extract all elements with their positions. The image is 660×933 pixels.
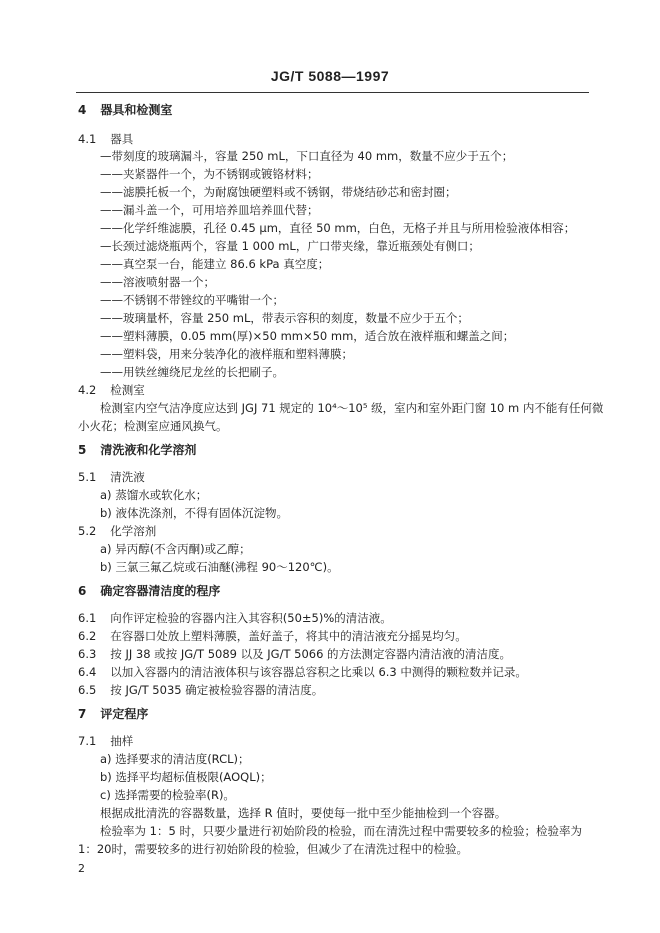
text-line <box>100 239 480 253</box>
line-text: b) 选择平均超标值极限(AOQL)； <box>100 770 272 784</box>
line-text: b) 液体洗涤剂，不得有固体沉淀物。 <box>100 506 288 520</box>
clause-number: 6 <box>78 584 87 598</box>
text-line <box>100 185 457 199</box>
line-text: ——夹紧器件一个，为不锈钢或镀铬材料； <box>100 167 319 181</box>
section-heading <box>78 103 172 117</box>
text-line <box>78 419 228 433</box>
line-text: ——玻璃量杯，容量 250 mL，带表示容积的刻度，数量不应少于五个； <box>100 311 469 325</box>
line-text: a) 蒸馏水或软化水； <box>100 488 208 502</box>
text-line <box>100 257 329 271</box>
clause-number: 4 <box>78 103 87 117</box>
clause-number: 7.1 <box>78 734 97 748</box>
text-line <box>100 221 575 235</box>
line-text: 1：20时，需要较多的进行初始阶段的检验，但减少了在清洗过程中的检验。 <box>78 842 468 856</box>
clause-number: 4.1 <box>78 132 97 146</box>
line-text: ——溶液喷射器一个； <box>100 275 215 289</box>
text-line <box>100 329 514 343</box>
text-line <box>100 506 288 520</box>
text-line <box>100 401 603 415</box>
line-text: 根据成批清洗的容器数量，选择 R 值时，要使每一批中至少能抽检到一个容器。 <box>100 806 507 820</box>
line-text: 检验率为 1：5 时，只要少量进行初始阶段的检验，而在清洗过程中需要较多的检验；检验率为 <box>100 824 582 838</box>
line-text: 化学溶剂 <box>110 524 157 538</box>
text-line <box>100 203 319 217</box>
line-text: 向作评定检验的容器内注入其容积(50±5)%的清洁液。 <box>110 611 392 625</box>
text-line <box>100 149 513 163</box>
text-line <box>100 788 235 802</box>
line-text: ——滤膜托板一个，为耐腐蚀硬塑料或不锈钢，带烧结砂芯和密封圈； <box>100 185 457 199</box>
clause-number: 7 <box>78 707 87 721</box>
line-text: 器具和检测室 <box>100 103 173 117</box>
line-text: 按 JJ 38 或按 JG/T 5089 以及 JG/T 5066 的方法测定容器内清洁液的清洁度。 <box>110 647 512 661</box>
subsection-line <box>78 665 527 679</box>
line-text: 确定容器清洁度的程序 <box>100 584 221 598</box>
clause-number: 5 <box>78 443 87 457</box>
section-heading <box>78 707 148 721</box>
line-text: c) 选择需要的检验率(R)。 <box>100 788 235 802</box>
line-text: a) 异丙醇(不含丙酮)或乙醇； <box>100 542 251 556</box>
text-line <box>100 806 506 820</box>
standard-code-header: JG/T 5088—1997 <box>270 68 390 84</box>
text-line <box>100 560 339 574</box>
text-line <box>78 842 468 856</box>
line-text: 检测室 <box>110 383 145 397</box>
text-line <box>100 347 353 361</box>
subsection-line <box>78 611 392 625</box>
line-text: 抽样 <box>110 734 134 748</box>
line-text: ——塑料薄膜，0.05 mm(厚)×50 mm×50 mm，适合放在液样瓶和螺盖之间； <box>100 329 515 343</box>
text-line <box>100 167 319 181</box>
line-text: 清洗液 <box>110 470 145 484</box>
text-line <box>100 488 207 502</box>
subsection-line <box>78 734 133 748</box>
section-heading <box>78 584 220 598</box>
subsection-line <box>78 629 467 643</box>
line-text: b) 三氯三氟乙烷或石油醚(沸程 90～120℃)。 <box>100 560 339 574</box>
text-line <box>100 275 215 289</box>
line-text: 评定程序 <box>100 707 149 721</box>
text-line <box>100 824 582 838</box>
subsection-line <box>78 683 323 697</box>
line-text: ——不锈钢不带锉纹的平嘴钳一个； <box>100 293 284 307</box>
clause-number: 6.1 <box>78 611 97 625</box>
line-text: 清洗液和化学溶剂 <box>100 443 197 457</box>
line-text: ——化学纤维滤膜，孔径 0.45 μm，直径 50 mm，白色，无格子并且与所用检验液体相容； <box>100 221 576 235</box>
clause-number: 5.1 <box>78 470 97 484</box>
clause-number: 6.2 <box>78 629 97 643</box>
line-text: ——漏斗盖一个，可用培养皿培养皿代替； <box>100 203 319 217</box>
subsection-line <box>78 383 145 397</box>
page-number: 2 <box>78 862 85 875</box>
subsection-line <box>78 470 145 484</box>
line-text: 小火花；检测室应通风换气。 <box>78 419 228 433</box>
line-text: 以加入容器内的清洁液体积与该容器总容积之比乘以 6.3 中测得的颗粒数并记录。 <box>110 665 527 679</box>
clause-number: 6.3 <box>78 647 97 661</box>
clause-number: 6.5 <box>78 683 97 697</box>
text-line <box>100 542 251 556</box>
line-text: 器具 <box>110 132 134 146</box>
clause-number: 6.4 <box>78 665 97 679</box>
line-text: ——真空泵一台，能建立 86.6 kPa 真空度； <box>100 257 330 271</box>
line-text: —带刻度的玻璃漏斗，容量 250 mL，下口直径为 40 mm，数量不应少于五个； <box>100 149 514 163</box>
text-line <box>100 752 250 766</box>
header-rule <box>76 92 589 93</box>
clause-number: 5.2 <box>78 524 97 538</box>
text-line <box>100 311 469 325</box>
line-text: ——用铁丝缠绕尼龙丝的长把刷子。 <box>100 365 284 379</box>
text-line <box>100 293 284 307</box>
clause-number: 4.2 <box>78 383 97 397</box>
line-text: 检测室内空气洁净度应达到 JGJ 71 规定的 10⁴～10⁵ 级，室内和室外距门窗 10 m 内不能有任何微 <box>100 401 604 415</box>
subsection-line <box>78 524 156 538</box>
subsection-line <box>78 647 511 661</box>
line-text: 按 JG/T 5035 确定被检验容器的清洁度。 <box>110 683 324 697</box>
line-text: 在容器口处放上塑料薄膜，盖好盖子，将其中的清洁液充分摇晃均匀。 <box>110 629 467 643</box>
line-text: a) 选择要求的清洁度(RCL)； <box>100 752 250 766</box>
line-text: —长颈过滤烧瓶两个，容量 1 000 mL，广口带夹缘，靠近瓶颈处有侧口； <box>100 239 480 253</box>
text-line <box>100 365 284 379</box>
text-line <box>100 770 272 784</box>
line-text: ——塑料袋，用来分装净化的液样瓶和塑料薄膜； <box>100 347 353 361</box>
subsection-line <box>78 132 133 146</box>
section-heading <box>78 443 196 457</box>
